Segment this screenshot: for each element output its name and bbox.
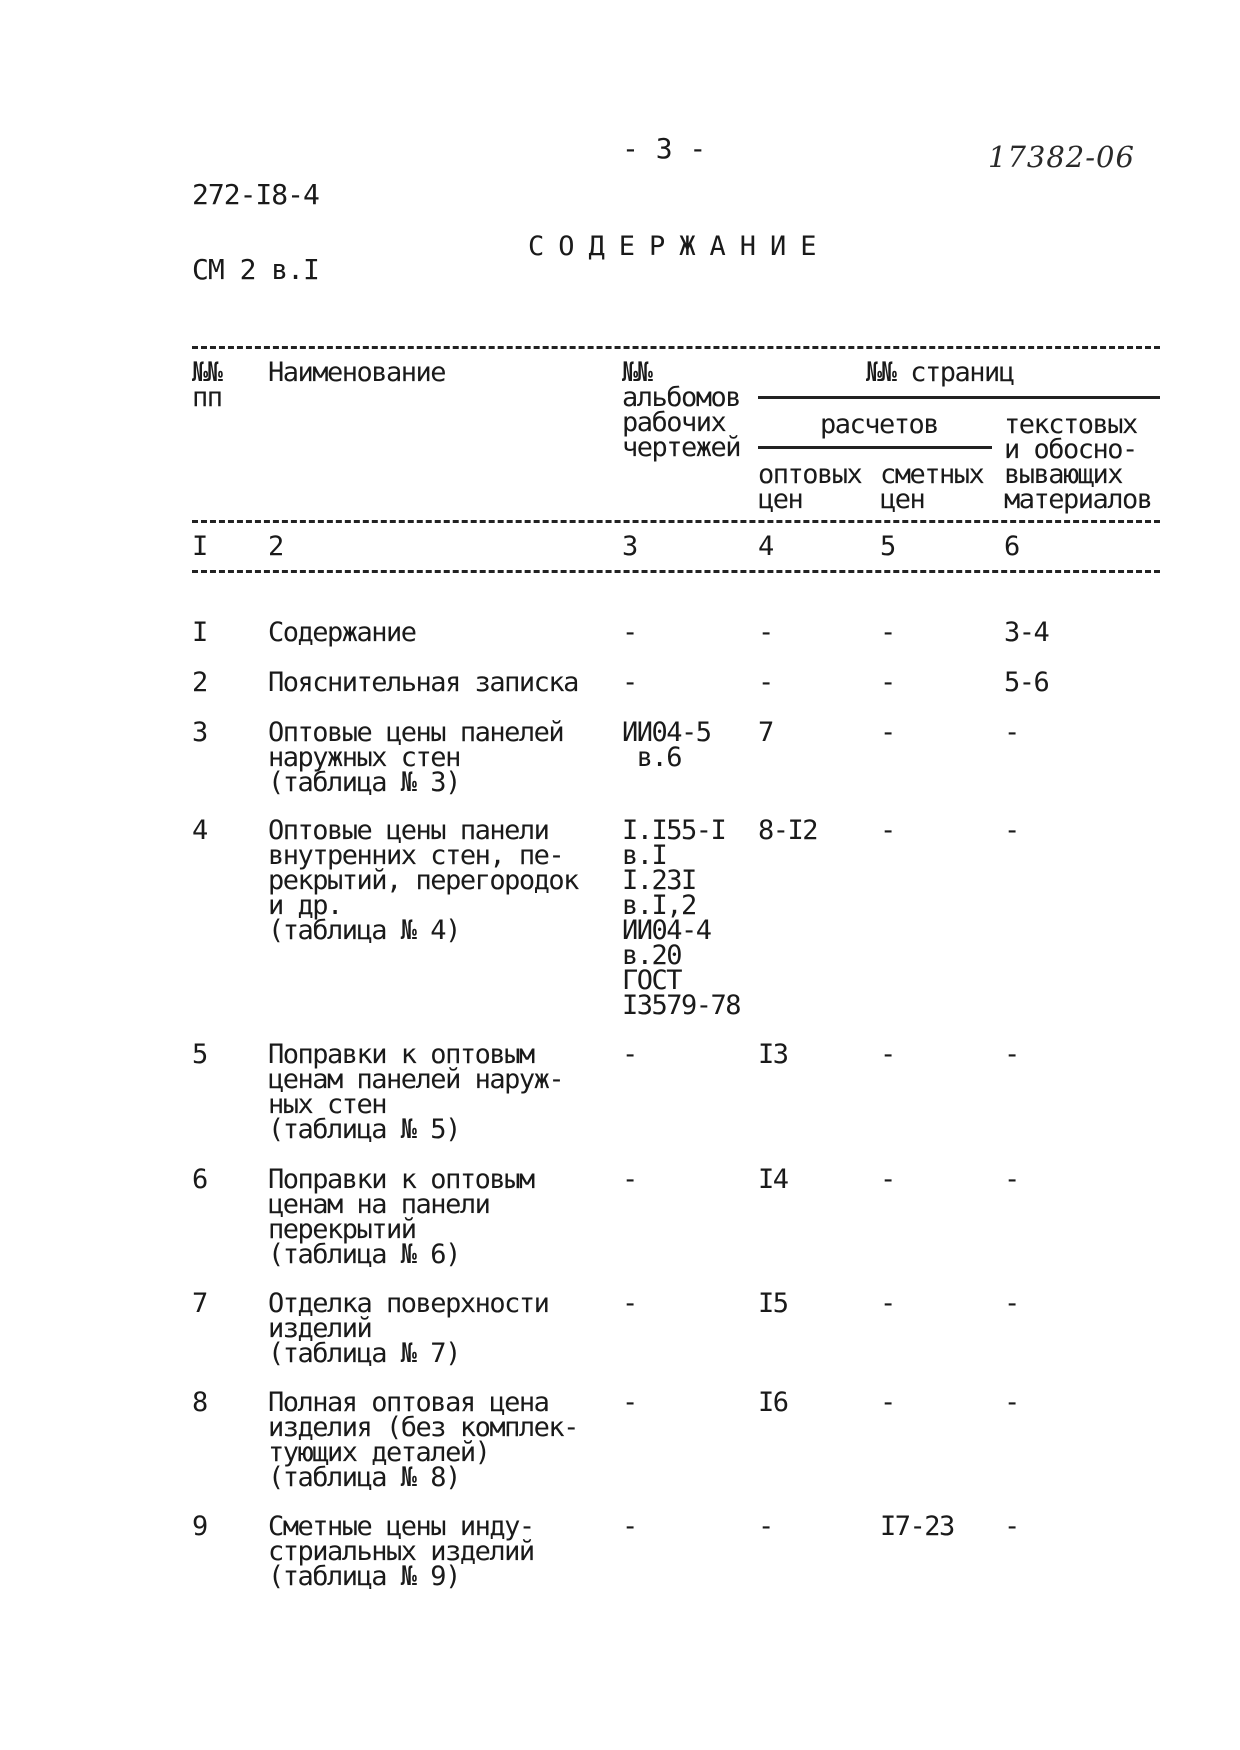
row-number: 9 (192, 1511, 207, 1542)
header-col-text: текстовых и обосно- вывающих материалов (1004, 409, 1152, 515)
row-text-pages: - (1004, 717, 1019, 748)
document-number: 17382-06 (988, 140, 1135, 174)
row-wholesale-pages: I6 (758, 1387, 788, 1418)
row-wholesale-pages: I5 (758, 1288, 788, 1319)
row-number: 7 (192, 1288, 207, 1319)
row-wholesale-pages: - (758, 617, 773, 648)
row-text-pages: 3-4 (1004, 617, 1049, 648)
header-pages-rule (758, 396, 1160, 399)
row-estimate-pages: I7-23 (880, 1511, 954, 1542)
row-number: 4 (192, 815, 207, 846)
header-col-name: Наименование (268, 357, 446, 388)
column-number-2: 2 (268, 531, 283, 562)
header-col-wholesale: оптовых цен (758, 459, 862, 515)
row-name: Поправки к оптовым ценам панелей наруж- ных стен (таблица № 5) (268, 1039, 564, 1145)
document-code-line2: СМ 2 в.I (192, 253, 319, 286)
row-number: 2 (192, 667, 207, 698)
page-title: СОДЕРЖАНИЕ (528, 231, 831, 262)
document-code-line1: 272-I8-4 (192, 178, 319, 211)
row-name: Поправки к оптовым ценам на панели перекрытий (таблица № 6) (268, 1164, 534, 1270)
row-number: 8 (192, 1387, 207, 1418)
row-estimate-pages: - (880, 617, 895, 648)
header-pages-group: №№ страниц (866, 357, 1014, 388)
row-wholesale-pages: 8-I2 (758, 815, 818, 846)
column-number-1: I (192, 531, 207, 562)
row-name: Содержание (268, 617, 416, 648)
header-bottom-rule (192, 520, 1160, 523)
row-albums: - (622, 1511, 637, 1542)
row-albums: - (622, 1039, 637, 1070)
header-calc-rule (758, 446, 992, 449)
document-code (192, 132, 319, 307)
row-text-pages: - (1004, 1387, 1019, 1418)
row-wholesale-pages: - (758, 1511, 773, 1542)
row-name: Сметные цены инду- стриальных изделий (таблица № 9) (268, 1511, 534, 1592)
row-name: Оптовые цены панели внутренних стен, пе- рекрытий, перегородок и др. (таблица № 4) (268, 815, 578, 946)
header-col-estimate: сметных цен (880, 459, 984, 515)
row-albums: ИИ04-5 в.6 (622, 717, 711, 773)
row-name: Пояснительная записка (268, 667, 578, 698)
column-number-6: 6 (1004, 531, 1019, 562)
row-wholesale-pages: I3 (758, 1039, 788, 1070)
page-number: - 3 - (622, 132, 707, 165)
column-number-4: 4 (758, 531, 773, 562)
row-albums: - (622, 1387, 637, 1418)
row-estimate-pages: - (880, 1288, 895, 1319)
column-number-5: 5 (880, 531, 895, 562)
table-top-rule (192, 346, 1160, 349)
row-wholesale-pages: 7 (758, 717, 773, 748)
row-albums: - (622, 1288, 637, 1319)
row-text-pages: - (1004, 1288, 1019, 1319)
row-number: 5 (192, 1039, 207, 1070)
row-estimate-pages: - (880, 1164, 895, 1195)
row-name: Отделка поверхности изделий (таблица № 7) (268, 1288, 549, 1369)
row-number: I (192, 617, 207, 648)
row-albums: I.I55-I в.I I.23I в.I,2 ИИ04-4 в.20 ГОСТ I3579-78 (622, 815, 741, 1021)
header-col-number: №№ пп (192, 357, 222, 413)
column-number-3: 3 (622, 531, 637, 562)
row-number: 3 (192, 717, 207, 748)
header-col-albums: №№ альбомов рабочих чертежей (622, 357, 741, 463)
row-estimate-pages: - (880, 717, 895, 748)
row-text-pages: - (1004, 1039, 1019, 1070)
row-albums: - (622, 667, 637, 698)
row-text-pages: - (1004, 815, 1019, 846)
row-albums: - (622, 1164, 637, 1195)
row-estimate-pages: - (880, 667, 895, 698)
row-name: Оптовые цены панелей наружных стен (таблица № 3) (268, 717, 564, 798)
row-text-pages: - (1004, 1164, 1019, 1195)
row-text-pages: 5-6 (1004, 667, 1049, 698)
row-number: 6 (192, 1164, 207, 1195)
row-wholesale-pages: - (758, 667, 773, 698)
column-numbers-rule (192, 570, 1160, 573)
row-estimate-pages: - (880, 1039, 895, 1070)
row-name: Полная оптовая цена изделия (без комплек- тующих деталей) (таблица № 8) (268, 1387, 578, 1493)
header-calc-group: расчетов (820, 409, 939, 440)
row-estimate-pages: - (880, 815, 895, 846)
row-estimate-pages: - (880, 1387, 895, 1418)
row-albums: - (622, 617, 637, 648)
row-text-pages: - (1004, 1511, 1019, 1542)
row-wholesale-pages: I4 (758, 1164, 788, 1195)
